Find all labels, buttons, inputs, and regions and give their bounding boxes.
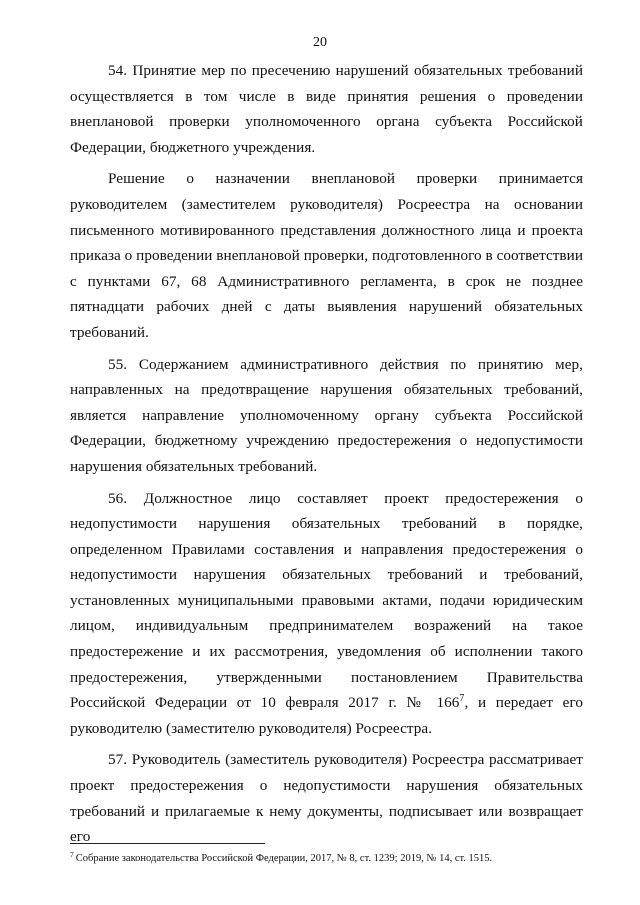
footnote-separator: [70, 843, 265, 844]
paragraph-54: 54. Принятие мер по пресечению нарушений обязательных требований осуществляется в том числе в виде принятия решения о проведении внеплановой проверки уполномоченного органа субъекта Российской Федерации, бюджетного учреждения.: [70, 62, 583, 156]
footnote-mark: 7: [70, 849, 74, 859]
paragraph-56-text-end: , и передает его руководителю (заместителю руководителя) Росреестра.: [70, 694, 584, 737]
page-number: 20: [313, 35, 327, 50]
paragraph-56: [70, 486, 583, 742]
paragraph-55: 55. Содержанием административного действия по принятию мер, направленных на предотвращение нарушения обязательных требований, является направление уполномоченному органу субъекта Российской Федерации, бюджетному учреждению предостережения о недопустимости нарушения обязательных требований.: [70, 355, 583, 475]
document-body: [70, 58, 583, 856]
paragraph-56-text: 56. Должностное лицо составляет проект предостережения о недопустимости нарушения обязательных требований в порядке, определенном Правилами составления и направления предостережения о недопустимости нарушения обязательных требований и требований, установленных муниципальными правовыми актами, подачи юридическим лицом, индивидуальным предпринимателем возражений на такое предостережение и их рассмотрения, уведомления об исполнении такого предостережения, утвержденными постановлением Правительства Российской Федерации от 10 февраля 2017 г. № 166: [70, 489, 583, 712]
footnote: [70, 849, 583, 865]
footnote-text: Собрание законодательства Российской Федерации, 2017, № 8, ст. 1239; 2019, № 14, ст. 1515.: [75, 853, 493, 864]
footnote-reference: 7: [459, 693, 465, 705]
paragraph-54-decision: Решение о назначении внеплановой проверки принимается руководителем (заместителем руководителя) Росреестра на основании письменного мотивированного представления должностного лица и проекта приказа о проведении внеплановой проверки, подготовленного в соответствии с пунктами 67, 68 Административного регламента, в срок не позднее пятнадцати рабочих дней с даты выявления нарушений обязательных требований.: [70, 170, 583, 341]
paragraph-57: 57. Руководитель (заместитель руководителя) Росреестра рассматривает проект предостережения о недопустимости нарушения обязательных требований и прилагаемые к нему документы, подписывает или возвращает его: [70, 751, 583, 846]
